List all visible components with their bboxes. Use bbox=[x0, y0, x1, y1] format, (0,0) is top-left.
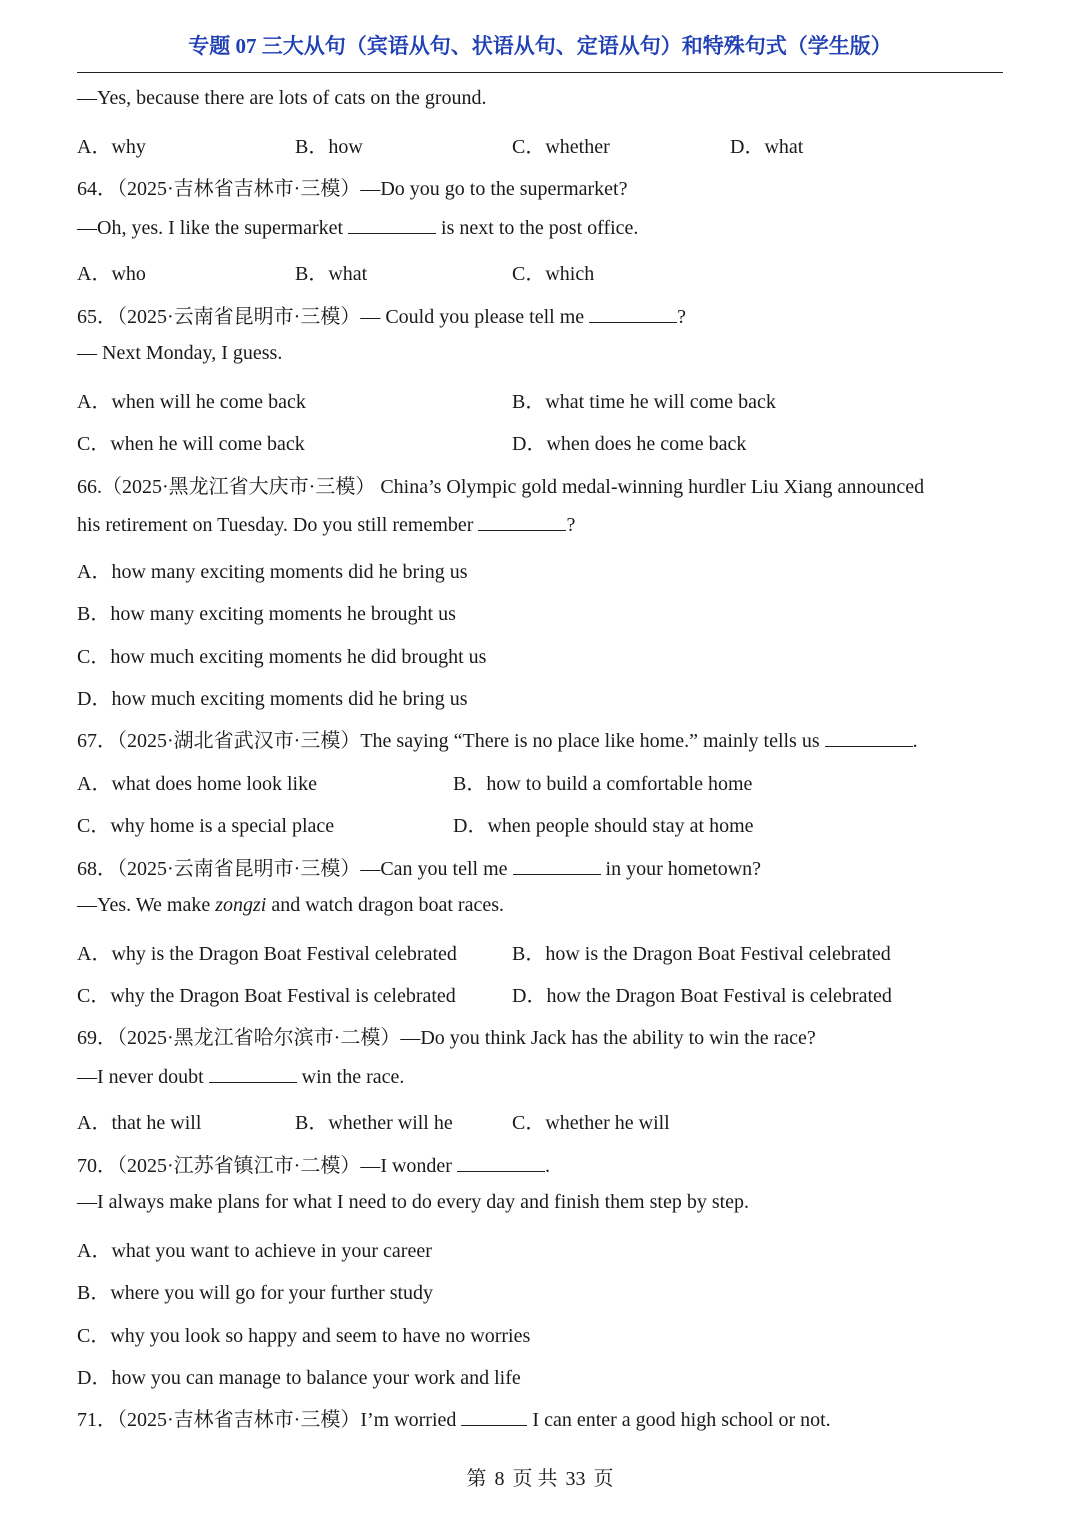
footer-suffix: 页 bbox=[593, 1468, 614, 1490]
stem-text: ? bbox=[566, 514, 576, 536]
stem-text: his retirement on Tuesday. Do you still remember bbox=[77, 514, 479, 536]
answer-line: —Yes, because there are lots of cats on the ground. bbox=[77, 87, 487, 109]
answer-blank bbox=[348, 215, 436, 234]
option-a: A．why is the Dragon Boat Festival celebrated bbox=[77, 943, 457, 965]
option-b: B．how is the Dragon Boat Festival celebrated bbox=[512, 943, 891, 965]
option-a: A．that he will bbox=[77, 1112, 202, 1134]
option-a: A．what you want to achieve in your career bbox=[77, 1240, 432, 1262]
question-67-stem bbox=[77, 724, 918, 753]
option-b: B．what time he will come back bbox=[512, 391, 776, 413]
option-c: C．when he will come back bbox=[77, 433, 305, 455]
option-b: B．how many exciting moments he brought us bbox=[77, 603, 456, 625]
option-a: A．how many exciting moments did he bring us bbox=[77, 561, 468, 583]
footer-middle: 页 共 bbox=[512, 1468, 558, 1490]
stem-text: 71．（2025·吉林省吉林市·三模）I’m worried bbox=[77, 1409, 462, 1431]
option-c: C．whether bbox=[512, 136, 610, 158]
option-b: B．what bbox=[295, 263, 368, 285]
option-a: A．what does home look like bbox=[77, 773, 317, 795]
option-b: B．where you will go for your further study bbox=[77, 1282, 434, 1304]
footer-prefix: 第 bbox=[466, 1468, 487, 1490]
option-b: B．whether will he bbox=[295, 1112, 453, 1134]
option-c: C．why you look so happy and seem to have no worries bbox=[77, 1325, 531, 1347]
option-d: D．how much exciting moments did he bring us bbox=[77, 688, 468, 710]
answer-blank bbox=[457, 1153, 545, 1172]
question-65-stem bbox=[77, 300, 686, 329]
option-d: D．how you can manage to balance your work and life bbox=[77, 1367, 521, 1389]
page-footer bbox=[0, 1462, 1080, 1491]
dialogue-text: win the race. bbox=[296, 1066, 405, 1088]
option-d: D．when people should stay at home bbox=[453, 815, 754, 837]
answer-blank bbox=[478, 512, 566, 531]
question-70-stem bbox=[77, 1149, 550, 1178]
question-64-dialogue bbox=[77, 215, 638, 240]
option-c: C．whether he will bbox=[512, 1112, 670, 1134]
dialogue-text: —Oh, yes. I like the supermarket bbox=[77, 217, 349, 239]
total-pages-number: 33 bbox=[565, 1468, 586, 1490]
option-a: A．why bbox=[77, 136, 146, 158]
option-b: B．how to build a comfortable home bbox=[453, 773, 753, 795]
option-c: C．why home is a special place bbox=[77, 815, 335, 837]
answer-blank bbox=[589, 304, 677, 323]
stem-text: in your hometown? bbox=[600, 858, 762, 880]
answer-blank bbox=[513, 856, 601, 875]
question-64-stem: 64．（2025·吉林省吉林市·三模）—Do you go to the supermarket? bbox=[77, 178, 628, 200]
stem-text: . bbox=[912, 730, 918, 752]
dialogue-text: and watch dragon boat races. bbox=[266, 894, 505, 916]
answer-blank bbox=[461, 1407, 527, 1426]
dialogue-text: —Yes. We make bbox=[77, 894, 216, 916]
header-divider bbox=[77, 72, 1003, 73]
stem-text: 70．（2025·江苏省镇江市·二模）—I wonder bbox=[77, 1155, 457, 1177]
stem-text: 67．（2025·湖北省武汉市·三模）The saying “There is no place like home.” mainly tells us bbox=[77, 730, 825, 752]
option-b: B．how bbox=[295, 136, 363, 158]
option-d: D．what bbox=[730, 136, 804, 158]
option-d: D．how the Dragon Boat Festival is celebrated bbox=[512, 985, 892, 1007]
stem-text: 65．（2025·云南省昆明市·三模）— Could you please tell me bbox=[77, 306, 590, 328]
stem-text: . bbox=[544, 1155, 550, 1177]
option-a: A．who bbox=[77, 263, 146, 285]
page-header-title: 专题 07 三大从句（宾语从句、状语从句、定语从句）和特殊句式（学生版） bbox=[188, 34, 892, 58]
question-66-stem-cont bbox=[77, 512, 575, 537]
question-69-stem: 69．（2025·黑龙江省哈尔滨市·二模）—Do you think Jack has the ability to win the race? bbox=[77, 1027, 816, 1049]
current-page-number: 8 bbox=[494, 1468, 505, 1490]
question-69-dialogue bbox=[77, 1064, 404, 1089]
question-71-stem bbox=[77, 1403, 831, 1432]
stem-text: I can enter a good high school or not. bbox=[527, 1409, 831, 1431]
option-c: C．which bbox=[512, 263, 595, 285]
dialogue-text: —I never doubt bbox=[77, 1066, 209, 1088]
stem-text: ? bbox=[677, 306, 687, 328]
dialogue-text: is next to the post office. bbox=[436, 217, 639, 239]
question-65-dialogue: — Next Monday, I guess. bbox=[77, 342, 283, 364]
question-66-stem: 66.（2025·黑龙江省大庆市·三模） China’s Olympic gold medal-winning hurdler Liu Xiang announced bbox=[77, 476, 925, 498]
option-c: C．why the Dragon Boat Festival is celebrated bbox=[77, 985, 456, 1007]
answer-blank bbox=[825, 728, 913, 747]
question-68-stem bbox=[77, 852, 761, 881]
question-70-dialogue: —I always make plans for what I need to do every day and finish them step by step. bbox=[77, 1191, 750, 1213]
question-68-dialogue bbox=[77, 894, 504, 917]
option-c: C．how much exciting moments he did brought us bbox=[77, 646, 487, 668]
option-a: A．when will he come back bbox=[77, 391, 306, 413]
option-d: D．when does he come back bbox=[512, 433, 747, 455]
answer-blank bbox=[209, 1064, 297, 1083]
stem-text: 68．（2025·云南省昆明市·三模）—Can you tell me bbox=[77, 858, 513, 880]
italic-word: zongzi bbox=[215, 894, 267, 916]
